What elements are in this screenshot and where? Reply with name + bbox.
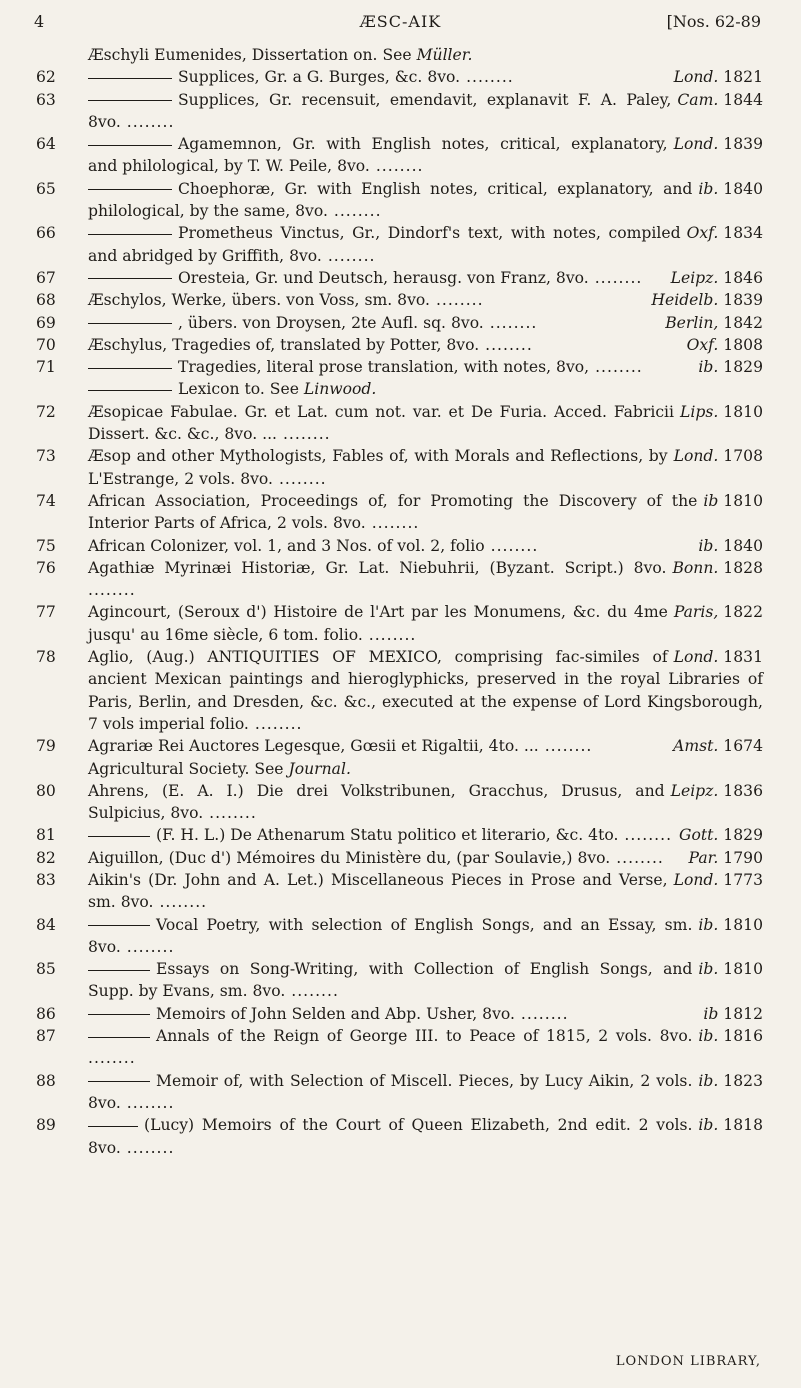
entry-text: Memoir of, with Selection of Miscell. Pieces, by Lucy Aikin, 2 vols. 8vo.: [88, 1071, 693, 1112]
imprint-year: 1822: [718, 603, 763, 622]
entry-imprint: [697, 1003, 763, 1025]
entry-imprint: [668, 601, 763, 623]
leader-dots: ........: [362, 625, 417, 644]
catalogue-entry: [0, 401, 801, 446]
imprint-place: Oxf.: [686, 224, 719, 243]
entry-imprint: [665, 267, 763, 289]
imprint-place: Leipz.: [670, 781, 719, 800]
entry-number: 68: [36, 291, 56, 310]
imprint-place: Lond.: [673, 648, 719, 667]
imprint-year: 1823: [718, 1071, 763, 1090]
imprint-year: 1840: [718, 179, 763, 198]
catalogue-entry: [0, 1003, 801, 1025]
imprint-place: Lond.: [673, 870, 719, 889]
leader-dots: ........: [120, 1138, 175, 1157]
entry-imprint: [665, 780, 763, 802]
imprint-place: ib.: [698, 1027, 719, 1046]
entry-number: 70: [36, 335, 56, 354]
entry-number: 78: [36, 648, 56, 667]
entry-text: African Colonizer, vol. 1, and 3 Nos. of vol. 2, folio: [88, 536, 485, 555]
catalogue-entry: [0, 1025, 801, 1070]
imprint-place: ib.: [698, 536, 719, 555]
ditto-rule: [88, 970, 150, 971]
leader-dots: ........: [369, 157, 424, 176]
ditto-rule: [88, 234, 172, 235]
leader-dots: ........: [460, 68, 514, 87]
entry-imprint: [667, 735, 763, 757]
entry-number: 80: [36, 781, 56, 800]
leader-dots: ........: [277, 425, 331, 444]
entry-imprint: [692, 535, 763, 557]
entry-text: Agricultural Society. See: [88, 759, 289, 778]
leader-dots: ........: [203, 804, 257, 823]
ditto-rule: [88, 78, 172, 79]
catalogue-entry: [0, 958, 801, 1003]
entry-imprint: [645, 289, 763, 311]
entry-number: 82: [36, 848, 56, 867]
imprint-year: 1839: [718, 291, 763, 310]
entry-imprint: [668, 66, 763, 88]
leader-dots: ........: [365, 514, 420, 533]
entry-imprint: [681, 334, 763, 356]
entry-imprint: [668, 445, 763, 467]
entry-imprint: [668, 869, 763, 891]
ditto-rule: [88, 1126, 138, 1127]
imprint-place: ib: [703, 1004, 719, 1023]
imprint-year: 1829: [718, 358, 763, 377]
entry-text: Aiguillon, (Duc d') Mémoires du Ministère du, (par Soulavie,) 8vo.: [88, 848, 611, 867]
leader-dots: ........: [484, 536, 539, 555]
leader-dots: ........: [120, 1093, 175, 1112]
entry-text: Aglio, (Aug.) ANTIQUITIES OF MEXICO, comprising fac-similes of ancient Mexican paintings and hieroglyphicks, preserved in the royal Libraries of Paris, Berlin, and Dresden, &c. &c., executed at the expense of Lord Kingsborough, 7 vols imperial folio.: [88, 648, 763, 733]
catalogue-entry: [0, 847, 801, 869]
catalogue-entry: [0, 267, 801, 289]
entry-number: 87: [36, 1027, 56, 1046]
entry-text: Essays on Song-Writing, with Collection of English Songs, and Supp. by Evans, sm. 8vo.: [88, 960, 693, 1001]
entry-imprint: [673, 824, 763, 846]
ditto-rule: [88, 836, 150, 837]
entry-imprint: [668, 133, 763, 155]
entry-text: Supplices, Gr. recensuit, emendavit, explanavit F. A. Paley, 8vo.: [88, 90, 672, 131]
catalogue-entries: [0, 44, 801, 1159]
imprint-year: 1821: [718, 68, 763, 87]
entry-number: 77: [36, 603, 56, 622]
catalogue-entry: [0, 758, 801, 780]
imprint-year: 1840: [718, 536, 763, 555]
entry-number: 74: [36, 491, 56, 510]
catalogue-entry: [0, 44, 801, 66]
entry-number: 71: [36, 358, 56, 377]
entry-number: 85: [36, 960, 56, 979]
entry-text: African Association, Proceedings of, for Promoting the Discovery of the Interior Parts of Africa, 2 vols. 8vo.: [88, 491, 698, 533]
imprint-year: 1834: [718, 224, 763, 243]
entry-text: , übers. von Droysen, 2te Aufl. sq. 8vo.: [178, 313, 484, 332]
entry-text: Choephoræ, Gr. with English notes, critical, explanatory, and philological, by the same, 8vo.: [88, 179, 693, 221]
entry-text: Vocal Poetry, with selection of English Songs, and an Essay, sm. 8vo.: [88, 915, 693, 956]
imprint-year: 1812: [718, 1004, 763, 1023]
entry-text: Agamemnon, Gr. with English notes, critical, explanatory, and philological, by T. W. Peile, 8vo.: [88, 135, 668, 176]
entry-text: Tragedies, literal prose translation, with notes, 8vo,: [178, 358, 590, 377]
entry-number: 89: [36, 1116, 56, 1135]
entry-text: Annals of the Reign of George III. to Peace of 1815, 2 vols. 8vo.: [156, 1027, 693, 1046]
entry-text: Agincourt, (Seroux d') Histoire de l'Art par les Monumens, &c. du 4me jusqu' au 16me siècle, 6 tom. folio.: [88, 603, 668, 644]
entry-text: Oresteia, Gr. und Deutsch, herausg. von Franz, 8vo.: [178, 268, 589, 287]
leader-dots: ........: [514, 1004, 569, 1023]
entry-text: Memoirs of John Selden and Abp. Usher, 8vo.: [156, 1004, 515, 1023]
leader-dots: ........: [285, 982, 339, 1001]
entry-imprint: [659, 312, 763, 334]
leader-dots: ........: [327, 202, 382, 221]
leader-dots: ........: [120, 112, 175, 131]
catalogue-entry: [0, 914, 801, 959]
imprint-year: 1790: [718, 848, 763, 867]
entry-text: Supplices, Gr. a G. Burges, &c. 8vo.: [178, 68, 461, 87]
ditto-rule: [88, 925, 150, 926]
imprint-place: Lond.: [673, 68, 719, 87]
entry-imprint: [692, 356, 763, 378]
imprint-year: 1816: [718, 1027, 763, 1046]
entry-imprint: [674, 401, 763, 423]
entry-number: 83: [36, 870, 56, 889]
page-header: [0, 12, 801, 34]
entry-number: 69: [36, 313, 56, 332]
catalogue-entry: [0, 445, 801, 490]
catalogue-entry: [0, 535, 801, 557]
page-number: 4: [34, 12, 45, 31]
leader-dots: ........: [610, 848, 664, 867]
catalogue-entry: [0, 780, 801, 825]
catalogue-entry: [0, 490, 801, 535]
imprint-year: 1818: [718, 1116, 763, 1135]
entry-text: Agathiæ Myrinæi Historiæ, Gr. Lat. Niebuhrii, (Byzant. Script.) 8vo.: [88, 558, 667, 577]
imprint-place: Bonn.: [672, 558, 719, 577]
leader-dots: ........: [321, 246, 376, 265]
catalogue-entry: [0, 89, 801, 134]
imprint-place: Paris,: [673, 603, 719, 622]
ditto-rule: [88, 278, 172, 279]
ditto-rule: [88, 189, 172, 190]
imprint-place: Lond.: [673, 447, 719, 466]
imprint-year: 1829: [718, 826, 763, 845]
imprint-place: ib: [703, 491, 719, 510]
catalogue-entry: [0, 646, 801, 735]
imprint-place: ib.: [698, 915, 719, 934]
imprint-year: 1842: [718, 313, 763, 332]
entry-text: Lexicon to. See: [178, 380, 304, 399]
catalogue-entry: [0, 356, 801, 378]
imprint-year: 1810: [718, 915, 763, 934]
catalogue-entry: [0, 1114, 801, 1159]
entry-number: 86: [36, 1004, 56, 1023]
entry-imprint: [692, 1025, 763, 1047]
entry-imprint: [681, 222, 763, 244]
imprint-year: 1839: [718, 135, 763, 154]
imprint-place: Cam.: [677, 90, 719, 109]
entry-number: 64: [36, 135, 56, 154]
running-head: ÆSC-AIK: [359, 12, 442, 31]
leader-dots: ........: [618, 826, 673, 845]
entry-imprint: [692, 958, 763, 980]
imprint-place: Leipz.: [670, 268, 719, 287]
catalogue-entry: [0, 289, 801, 311]
entry-imprint: [668, 646, 763, 668]
imprint-year: 1808: [718, 335, 763, 354]
imprint-place: ib.: [698, 1116, 719, 1135]
entry-imprint: [671, 89, 763, 111]
leader-dots: ........: [248, 714, 303, 733]
imprint-year: 1828: [718, 558, 763, 577]
imprint-place: Par.: [688, 848, 719, 867]
leader-dots: ........: [88, 1049, 136, 1068]
imprint-place: ib.: [698, 179, 719, 198]
catalogue-entry: [0, 312, 801, 334]
entry-number: 72: [36, 402, 56, 421]
imprint-place: ib.: [698, 1071, 719, 1090]
ditto-rule: [88, 145, 172, 146]
leader-dots: ........: [589, 358, 643, 377]
imprint-place: Heidelb.: [651, 291, 719, 310]
leader-dots: ........: [273, 469, 327, 488]
leader-dots: ........: [483, 313, 538, 332]
imprint-place: Lips.: [680, 402, 719, 421]
ditto-rule: [88, 1081, 150, 1082]
entry-number: 67: [36, 268, 56, 287]
catalogue-entry: [0, 601, 801, 646]
ditto-rule: [88, 368, 172, 369]
entry-number: 79: [36, 737, 56, 756]
entry-number: 66: [36, 224, 56, 243]
entry-text: Æsopicae Fabulae. Gr. et Lat. cum not. var. et De Furia. Acced. Fabricii Dissert. &c. &c., 8vo. ...: [88, 402, 675, 444]
catalogue-entry: [0, 133, 801, 178]
imprint-year: 1836: [718, 781, 763, 800]
entry-number: 84: [36, 915, 56, 934]
ditto-rule: [88, 390, 172, 391]
leader-dots: ........: [120, 937, 175, 956]
catalogue-entry: [0, 869, 801, 914]
imprint-year: 1773: [718, 870, 763, 889]
entry-text: Æschyli Eumenides, Dissertation on. See: [88, 46, 417, 64]
entry-imprint: [666, 557, 763, 579]
entry-text: (F. H. L.) De Athenarum Statu politico et literario, &c. 4to.: [156, 826, 619, 845]
imprint-place: ib.: [698, 358, 719, 377]
imprint-place: ib.: [698, 960, 719, 979]
catalogue-entry: [0, 378, 801, 400]
entry-imprint: [692, 1114, 763, 1136]
imprint-place: Oxf.: [686, 335, 719, 354]
catalogue-entry: [0, 557, 801, 602]
library-stamp: LONDON LIBRARY,: [615, 1354, 761, 1369]
cross-reference: Linwood.: [303, 380, 377, 399]
cross-reference: Journal.: [288, 759, 351, 778]
imprint-year: 1810: [718, 960, 763, 979]
ditto-rule: [88, 100, 172, 101]
catalogue-entry: [0, 178, 801, 223]
leader-dots: ........: [588, 268, 643, 287]
entry-number: 75: [36, 536, 56, 555]
entry-number: 63: [36, 90, 56, 109]
entry-text: Æschylus, Tragedies of, translated by Potter, 8vo.: [88, 335, 480, 354]
entry-number: 65: [36, 179, 56, 198]
imprint-place: Amst.: [673, 737, 719, 756]
imprint-year: 1844: [718, 90, 763, 109]
imprint-place: Gott.: [679, 826, 719, 845]
entry-number: 76: [36, 558, 56, 577]
entry-imprint: [697, 490, 763, 512]
entry-text: Agrariæ Rei Auctores Legesque, Gœsii et Rigaltii, 4to. ...: [88, 737, 539, 756]
entry-number: 88: [36, 1071, 56, 1090]
entry-text: Æschylos, Werke, übers. von Voss, sm. 8vo.: [88, 291, 430, 310]
ditto-rule: [88, 323, 172, 324]
imprint-year: 1831: [718, 648, 763, 667]
entry-text: (Lucy) Memoirs of the Court of Queen Elizabeth, 2nd edit. 2 vols. 8vo.: [88, 1116, 693, 1157]
catalogue-entry: [0, 1070, 801, 1115]
leader-dots: ........: [88, 581, 136, 600]
entry-imprint: [692, 178, 763, 200]
catalogue-entry: [0, 824, 801, 846]
cross-reference: Müller.: [416, 46, 473, 64]
imprint-year: 1674: [718, 737, 763, 756]
entry-range: [Nos. 62-89: [666, 12, 761, 31]
entry-number: 62: [36, 68, 56, 87]
entry-text: Aikin's (Dr. John and A. Let.) Miscellaneous Pieces in Prose and Verse, sm. 8vo.: [88, 870, 668, 912]
entry-text: Ahrens, (E. A. I.) Die drei Volkstribunen, Gracchus, Drusus, and Sulpicius, 8vo.: [88, 781, 665, 823]
leader-dots: ........: [153, 893, 208, 912]
imprint-year: 1846: [718, 268, 763, 287]
leader-dots: ........: [538, 737, 593, 756]
entry-imprint: [692, 914, 763, 936]
imprint-year: 1810: [718, 491, 763, 510]
catalogue-entry: [0, 222, 801, 267]
catalogue-entry: [0, 66, 801, 88]
catalogue-entry: [0, 735, 801, 757]
entry-number: 81: [36, 826, 56, 845]
imprint-year: 1810: [718, 402, 763, 421]
entry-text: Prometheus Vinctus, Gr., Dindorf's text, with notes, compiled and abridged by Griffith, 8vo.: [88, 224, 681, 265]
imprint-place: Lond.: [673, 135, 719, 154]
leader-dots: ........: [429, 291, 484, 310]
entry-text: Æsop and other Mythologists, Fables of, with Morals and Reflections, by L'Estrange, 2 vols. 8vo.: [88, 447, 668, 488]
leader-dots: ........: [479, 335, 533, 354]
catalogue-entry: [0, 334, 801, 356]
entry-number: 73: [36, 447, 56, 466]
ditto-rule: [88, 1037, 150, 1038]
entry-imprint: [692, 1070, 763, 1092]
imprint-year: 1708: [718, 447, 763, 466]
imprint-place: Berlin,: [665, 313, 719, 332]
ditto-rule: [88, 1014, 150, 1015]
entry-imprint: [683, 847, 763, 869]
